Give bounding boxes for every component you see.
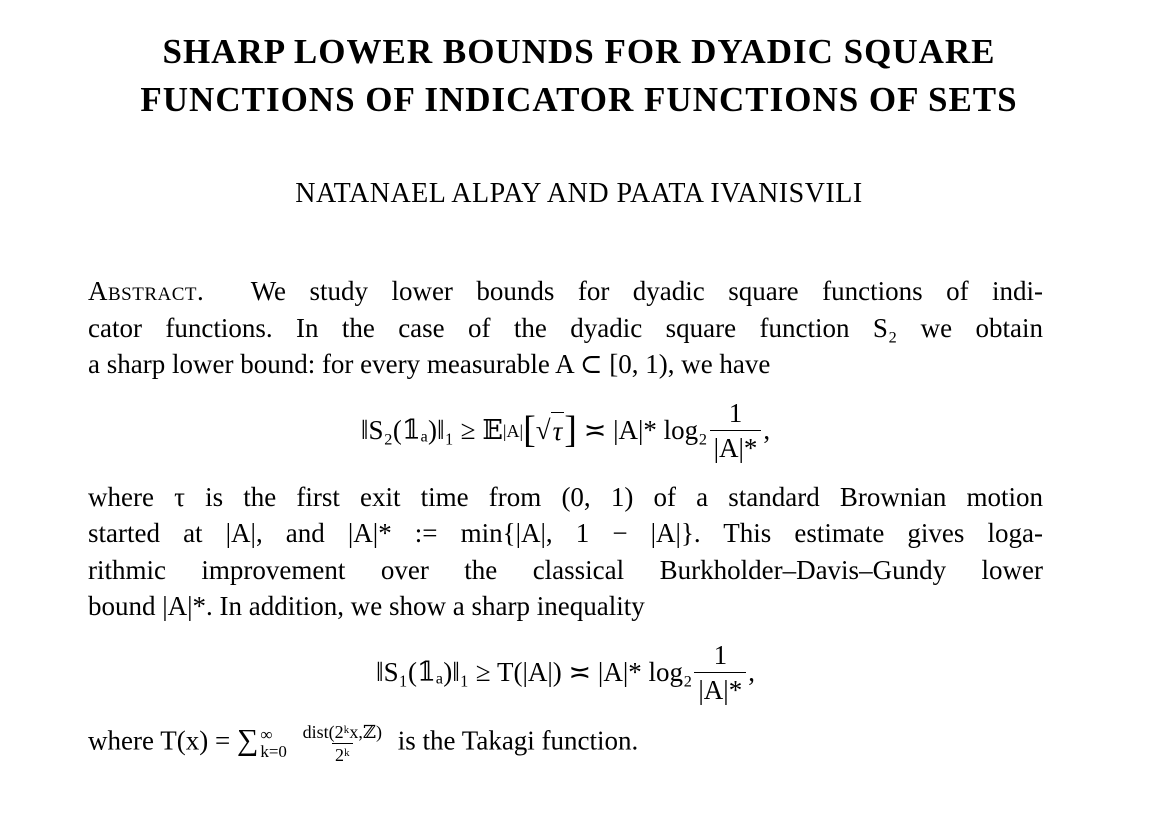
abstract-line-5: started at |A|, and |A|* := min{|A|, 1 − |A|}. This estimate gives loga- xyxy=(88,518,1043,548)
takagi-fraction: $\frac{\text{dist(2ᵏx,ℤ)}}{\text{2ᵏ}}$ xyxy=(302,721,382,765)
abstract xyxy=(88,273,1043,766)
abstract-line-4: where τ is the first exit time from (0, 1) of a standard Brownian motion xyxy=(88,481,1043,512)
abstract-line-6: rithmic improvement over the classical Burkholder–Davis–Gundy lower xyxy=(88,554,1043,585)
equation-2-fraction: $\frac{1}{|A|*}$ xyxy=(694,638,746,707)
equation-1-fraction: $\frac{1}{|A|*}$ xyxy=(710,396,762,465)
equation-2: ‖S₁(𝟙ₐ)‖₁ ≥ T(|A|) ≍ |A|* log₂ $\frac{1}{|A|*}$ , xyxy=(376,640,755,705)
abstract-line-3: a sharp lower bound: for every measurable A ⊂ [0, 1), we have xyxy=(88,349,771,379)
abstract-line-1: Abstract. We study lower bounds for dyadic square functions of indi- xyxy=(88,276,1044,306)
paper-title xyxy=(0,28,1158,124)
title-line-1: SHARP LOWER BOUNDS FOR DYADIC SQUARE xyxy=(162,32,996,71)
equation-1: ‖S₂(𝟙ₐ)‖₁ ≥ 𝔼 |A| [ √ τ ] ≍ |A|* log₂ $\frac{1}{|A|*}$ , xyxy=(360,398,771,463)
abstract-line-8: where T(x) = ∑ ∞ k=0 $\frac{\text{dist(2ᵏx,ℤ)}}{\text{2ᵏ}}$ is the Takagi function. xyxy=(88,721,639,765)
abstract-line-7: bound |A|*. In addition, we show a sharp inequality xyxy=(88,591,645,621)
paper-authors: NATANAEL ALPAY AND PAATA IVANISVILI xyxy=(295,178,863,209)
abstract-heading: Abstract. xyxy=(88,276,205,306)
abstract-line-2: cator functions. In the case of the dyadic square function S₂ we obtain xyxy=(88,312,1043,343)
title-line-2: FUNCTIONS OF INDICATOR FUNCTIONS OF SETS xyxy=(140,80,1018,119)
